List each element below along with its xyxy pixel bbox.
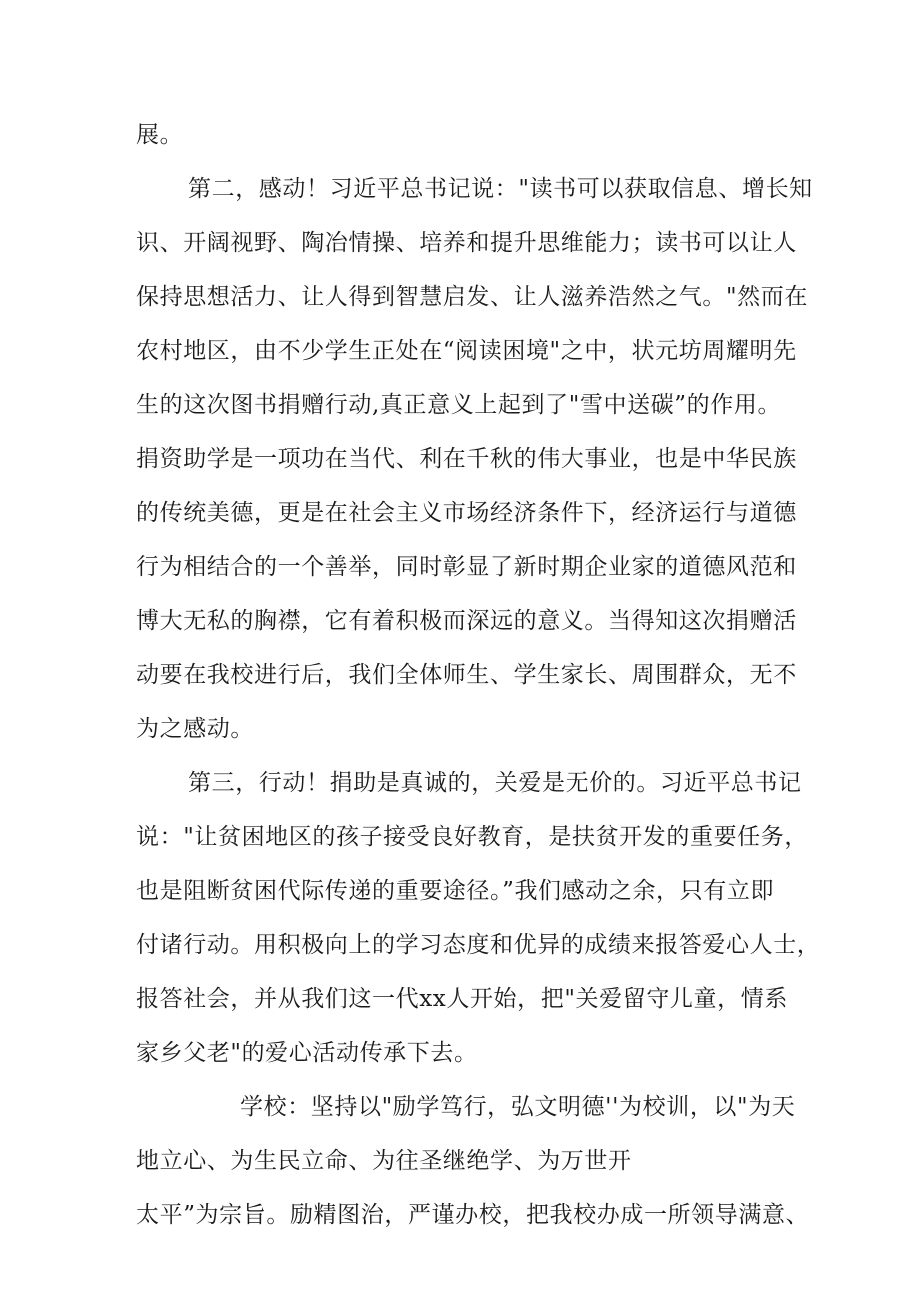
text-line: 动要在我校进行后，我们全体师生、学生家长、周围群众，无不	[136, 662, 797, 688]
text-line: 也是阻断贫困代际传递的重要途径。”我们感动之余，只有立即	[136, 878, 775, 904]
text-line: 保持思想活力、让人得到智慧启发、让人滋养浩然之气。"然而在	[136, 284, 808, 310]
text-line: 生的这次图书捐赠行动,真正意义上起到了"雪中送碳”的作用。	[136, 392, 782, 418]
text-line: 捐资助学是一项功在当代、利在千秋的伟大事业，也是中华民族	[136, 446, 797, 472]
text-line: 付诸行动。用积极向上的学习态度和优异的成绩来报答爱心人士，	[136, 932, 821, 958]
text-line: 行为相结合的一个善举，同时彰显了新时期企业家的道德风范和	[136, 554, 797, 580]
text-line: 地立心、为生民立命、为往圣继绝学、为万世开	[136, 1148, 632, 1174]
text-line: 太平”为宗旨。励精图治，严谨办校，把我校办成一所领导满意、	[136, 1202, 810, 1228]
text-line: 第二，感动！习近平总书记说："读书可以获取信息、增长知	[188, 176, 813, 202]
text-line: 家乡父老"的爱心活动传承下去。	[136, 1040, 478, 1066]
text-line: 农村地区，由不少学生正处在“阅读困境"之中，状元坊周耀明先	[136, 338, 797, 364]
text-line: 报答社会，并从我们这一代xx人开始，把"关爱留守儿童，情系	[136, 986, 788, 1012]
text-line: 的传统美德，更是在社会主义市场经济条件下，经济运行与道德	[136, 500, 797, 526]
text-line: 识、开阔视野、陶冶情操、培养和提升思维能力；读书可以让人	[136, 230, 797, 256]
text-line: 展。	[136, 122, 184, 148]
text-line: 学校：坚持以"励学笃行，弘文明德''为校训，以"为天	[240, 1094, 796, 1120]
text-line: 第三，行动！捐助是真诚的，关爱是无价的。习近平总书记	[188, 770, 802, 796]
text-line: 说："让贫困地区的孩子接受良好教育，是扶贫开发的重要任务，	[136, 824, 808, 850]
text-line: 为之感动。	[136, 716, 254, 742]
text-line: 博大无私的胸襟，它有着积极而深远的意义。当得知这次捐赠活	[136, 608, 797, 634]
